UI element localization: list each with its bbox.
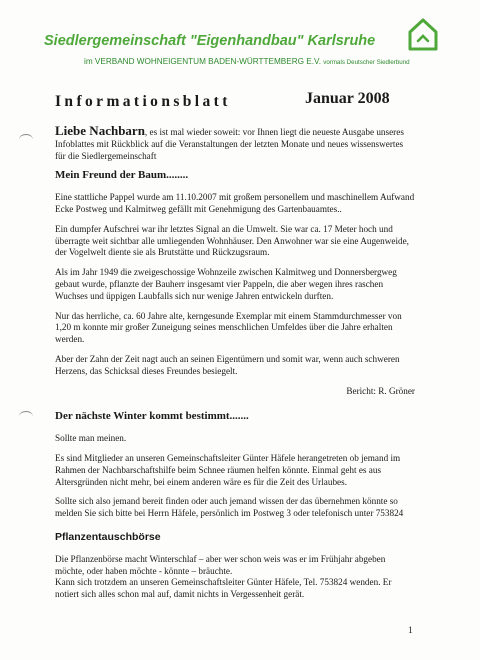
document-body: [55, 125, 415, 609]
section1-paragraph: Als im Jahr 1949 die zweigeschossige Wohnzeile zwischen Kalmitweg und Donnersbergweg gebaut wurde, pflanzte der Bauherr insgesamt vier Pappeln, die aber wegen ihres raschen Wuchses und üppigen Laubfalls sich nur wenige Jahren entwickeln durften.: [55, 267, 397, 301]
vormals-text: vormals Deutscher Siedlerbund: [323, 59, 410, 66]
document-title: Informationsblatt: [55, 93, 231, 110]
section2-heading: Der nächste Winter kommt bestimmt.......: [55, 410, 249, 423]
intro-paragraph: [55, 125, 415, 162]
intro-text: , es ist mal wieder soweit: vor Ihnen liegt die neueste Ausgabe unseres Infoblattes mit Rückblick auf die Veranstaltungen der letzten Monate und neues wissenswertes für die Siedlergemeinschaft: [55, 127, 404, 161]
org-title: Siedlergemeinschaft "Eigenhandbau" Karlsruhe: [44, 33, 376, 49]
section1-paragraph: Eine stattliche Pappel wurde am 11.10.2007 mit großem personellem und maschinellem Aufwand Ecke Postweg und Kalmitweg gefällt mit Genehmigung des Gartenbauamtes..: [55, 192, 415, 214]
page-number: 1: [408, 626, 413, 636]
section1-paragraph: Nur das herrliche, ca. 60 Jahre alte, kerngesunde Exemplar mit einem Stammdurchmesser von 1,20 m konnte mir großer Zuneigung seines menschlichen Umfeldes über die Jahre erhalten werden.: [55, 310, 402, 345]
section1-heading: Mein Freund der Baum........: [55, 169, 189, 182]
verband-line: [84, 57, 410, 66]
punch-hole-mark: [19, 411, 33, 422]
section3-paragraph: Die Pflanzenbörse macht Winterschlaf – aber wer schon weis was er im Frühjahr abgeben möchte, oder haben möchte - könnte – bräuchte.: [55, 553, 386, 576]
document-date: Januar 2008: [305, 90, 390, 107]
section1-paragraph: Aber der Zahn der Zeit nagt auch an seinen Eigentümern und somit war, wenn auch schweren Herzens, das Schicksal dieses Freundes besiegelt.: [55, 353, 400, 376]
section2-paragraph: Es sind Mitglieder an unseren Gemeinschaftsleiter Günter Häfele herangetreten ob jemand im Rahmen der Nachbarschaftshilfe beim Schnee räumen helfen könnte. Einmal geht es aus Altersgründen nicht mehr, bei einem anderen wäre es für die Zeit des Urlaubes.: [55, 452, 401, 487]
verband-text: im VERBAND WOHNEIGENTUM BADEN-WÜRTTEMBERG E.V.: [84, 57, 322, 66]
section3-paragraph: Kann sich trotzdem an unseren Gemeinschaftsleiter Günter Häfele, Tel. 753824 wenden. Er notiert sich alles schon mal auf, damit nichts in Vergessenheit gerät.: [55, 577, 392, 600]
punch-hole-mark: [19, 134, 33, 145]
section1-byline: Bericht: R. Gröner: [346, 385, 415, 396]
section2-paragraph: Sollte sich also jemand bereit finden oder auch jemand wissen der das übernehmen könnte so melden Sie sich bitte bei Herrn Häfele, persönlich im Postweg 3 oder telefonisch unter 753824: [55, 496, 404, 519]
greeting: Liebe Nachbarn: [55, 123, 145, 138]
section1-paragraph: Ein dumpfer Aufschrei war ihr letztes Signal an die Umwelt. Sie war ca. 17 Meter hoch und überragte weit sichtbar alle umliegenden Wohnhäuser. Den Anwohner war sie eine Augenweide, der Vogelwelt diente sie als Brutstätte und Rückzugsraum.: [55, 223, 409, 258]
house-logo-icon: [408, 17, 438, 51]
section3-heading: Pflanzentauschbörse: [55, 530, 161, 543]
section2-paragraph: Sollte man meinen.: [55, 433, 127, 444]
